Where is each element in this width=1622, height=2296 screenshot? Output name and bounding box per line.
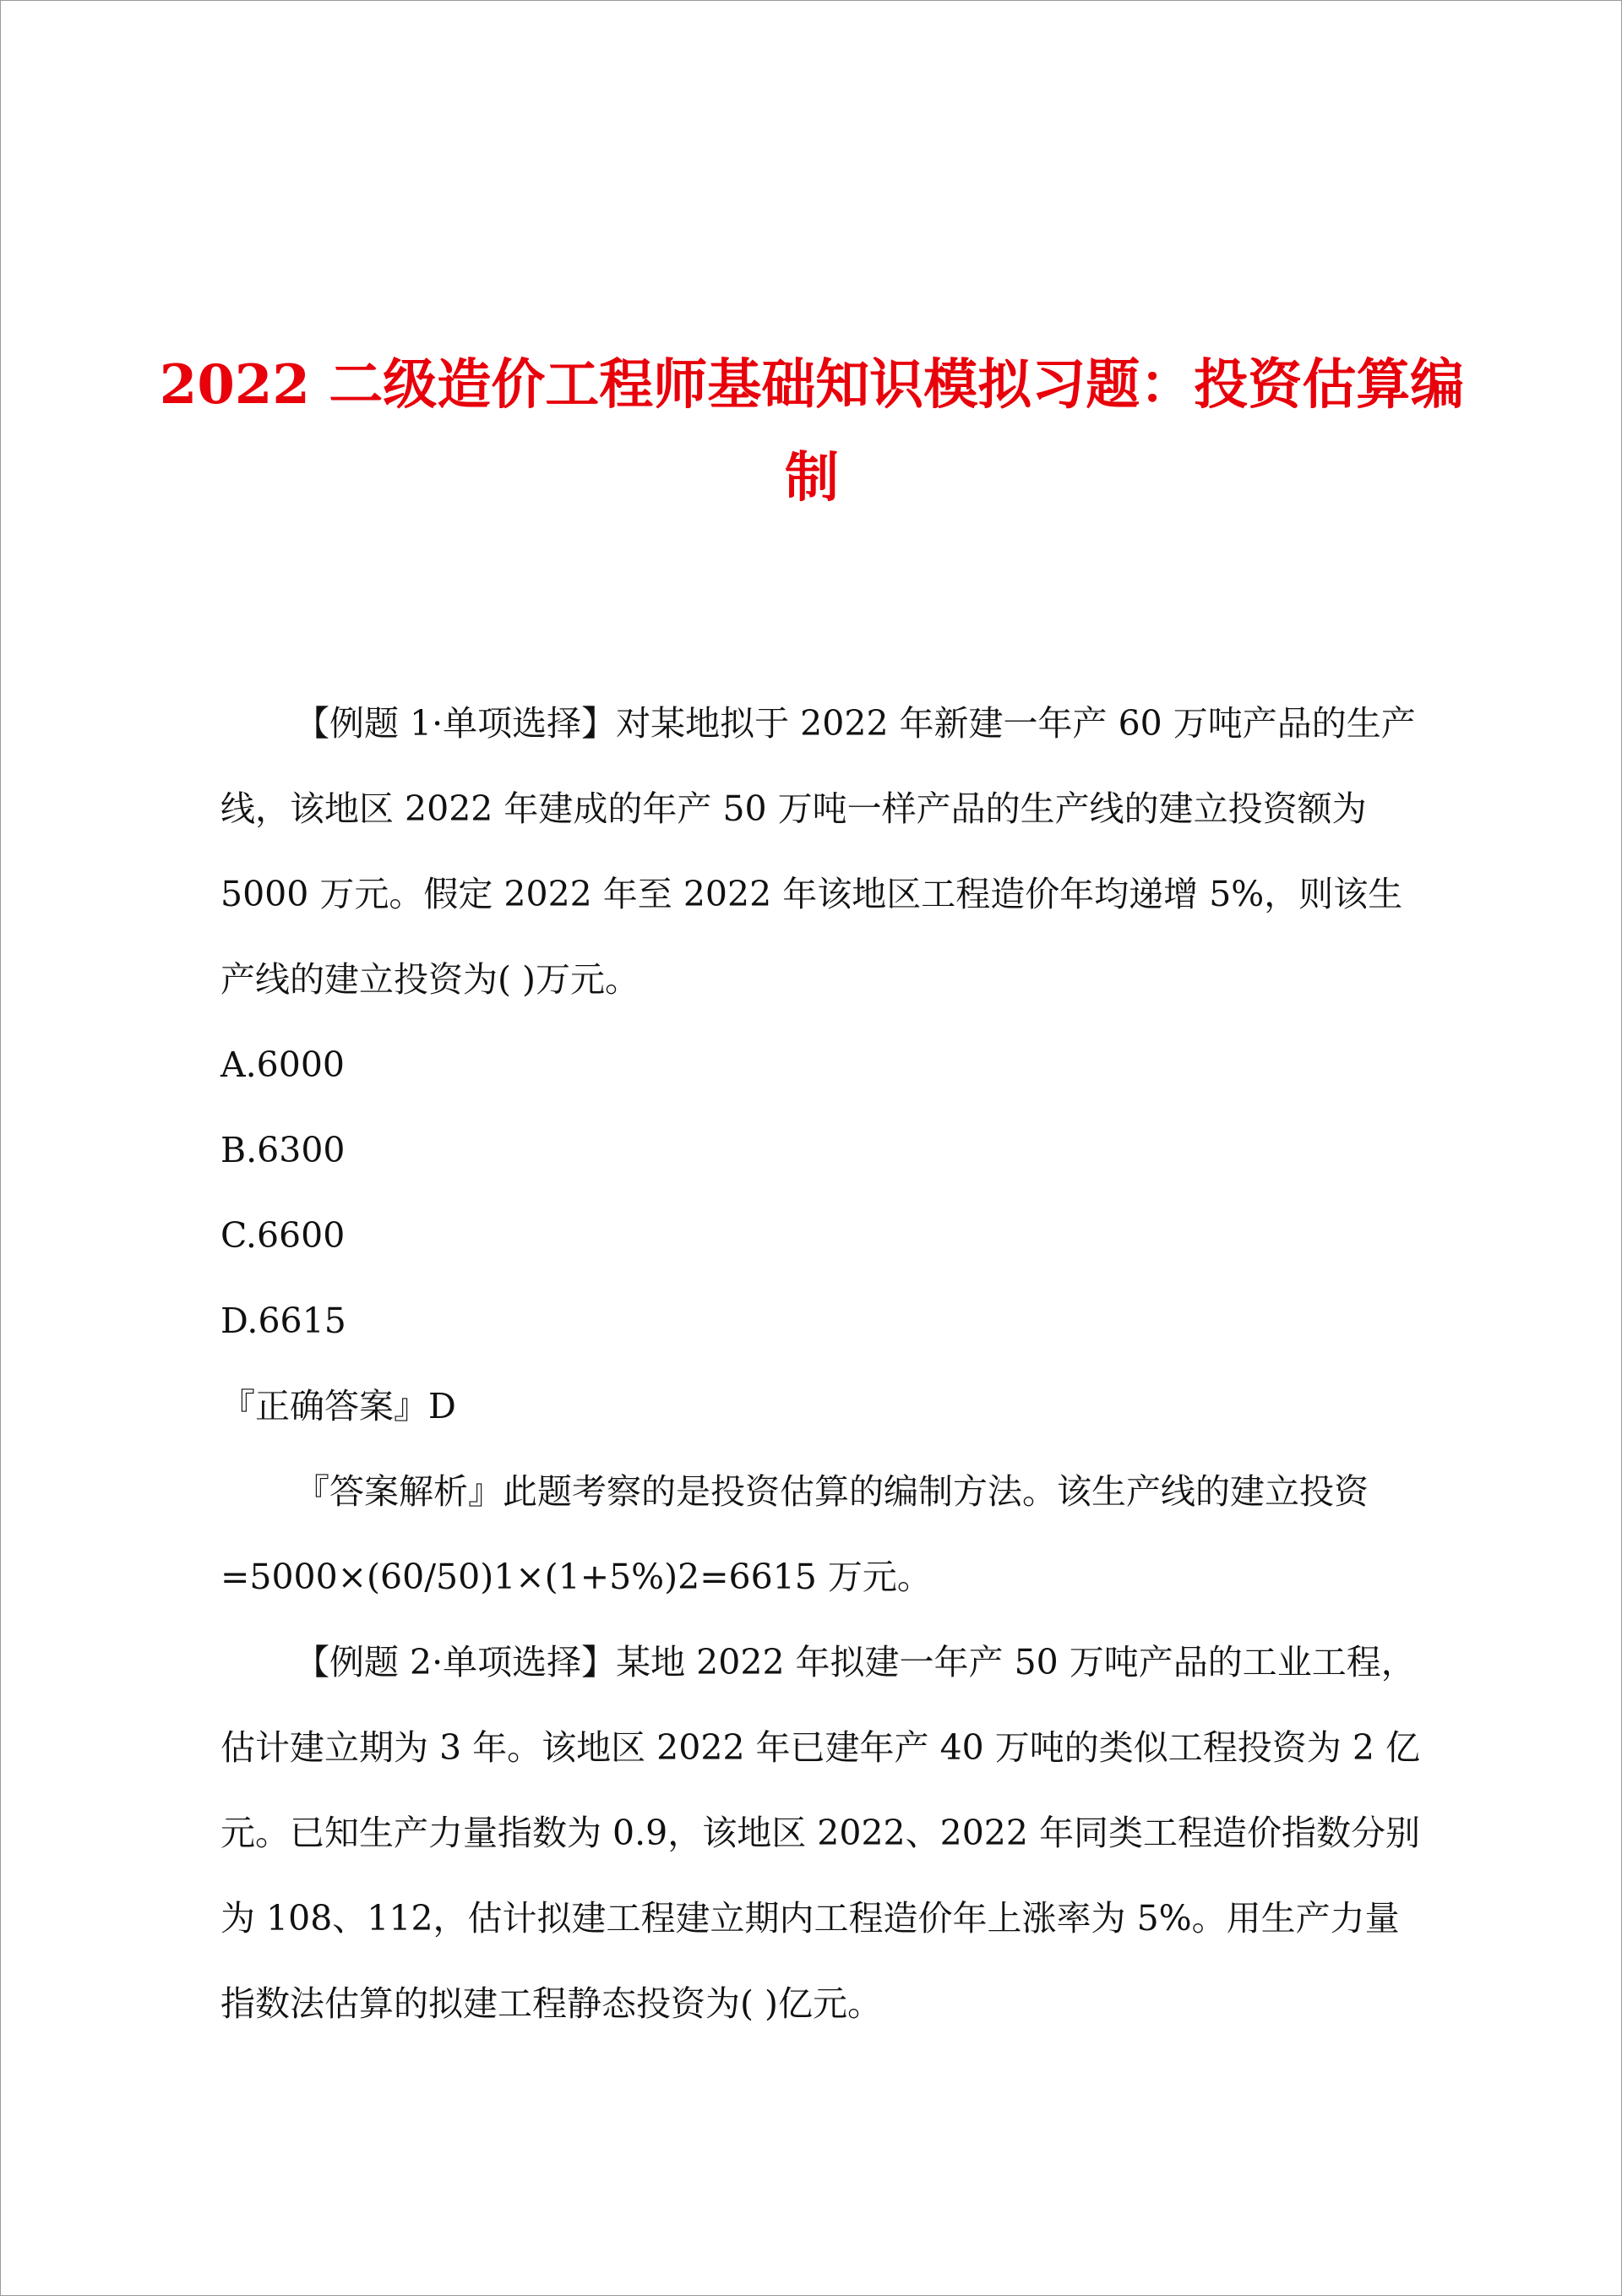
option-c: C.6600 [220,1215,346,1256]
option-d: D.6615 [220,1301,346,1341]
question-2-stem: 【例题 2·单项选择】某地 2022 年拟建一年产 50 万吨产品的工业工程，估计建立期为 3 年。该地区 2022 年已建年产 40 万吨的类似工程投资为 2 亿元。已知生产力量指数为 0.9，该地区 2022、2022 年同类工程造价指数分别为 108、112，估计拟建工程建立期内工程造价年上涨率为 5%。用生产力量指数法估算的拟建工程静态投资为( )亿元。 [220,1642,1420,2024]
correct-answer: 『正确答案』D [220,1386,456,1426]
option-b: B.6300 [220,1130,346,1170]
answer-explanation: 『答案解析』此题考察的是投资估算的编制方法。该生产线的建立投资=5000×(60/50)1×(1+5%)2=6615 万元。 [220,1471,1369,1597]
question-1-stem: 【例题 1·单项选择】对某地拟于 2022 年新建一年产 60 万吨产品的生产线，该地区 2022 年建成的年产 50 万吨一样产品的生产线的建立投资额为 5000 万元。假定 2022 年至 2022 年该地区工程造价年均递增 5%，则该生产线的建立投资为( )万元。 [220,703,1416,1000]
document-body [220,681,1420,2047]
document-title: 2022 二级造价工程师基础知识模拟习题：投资估算编制 [159,353,1465,510]
option-a: A.6000 [220,1044,345,1085]
